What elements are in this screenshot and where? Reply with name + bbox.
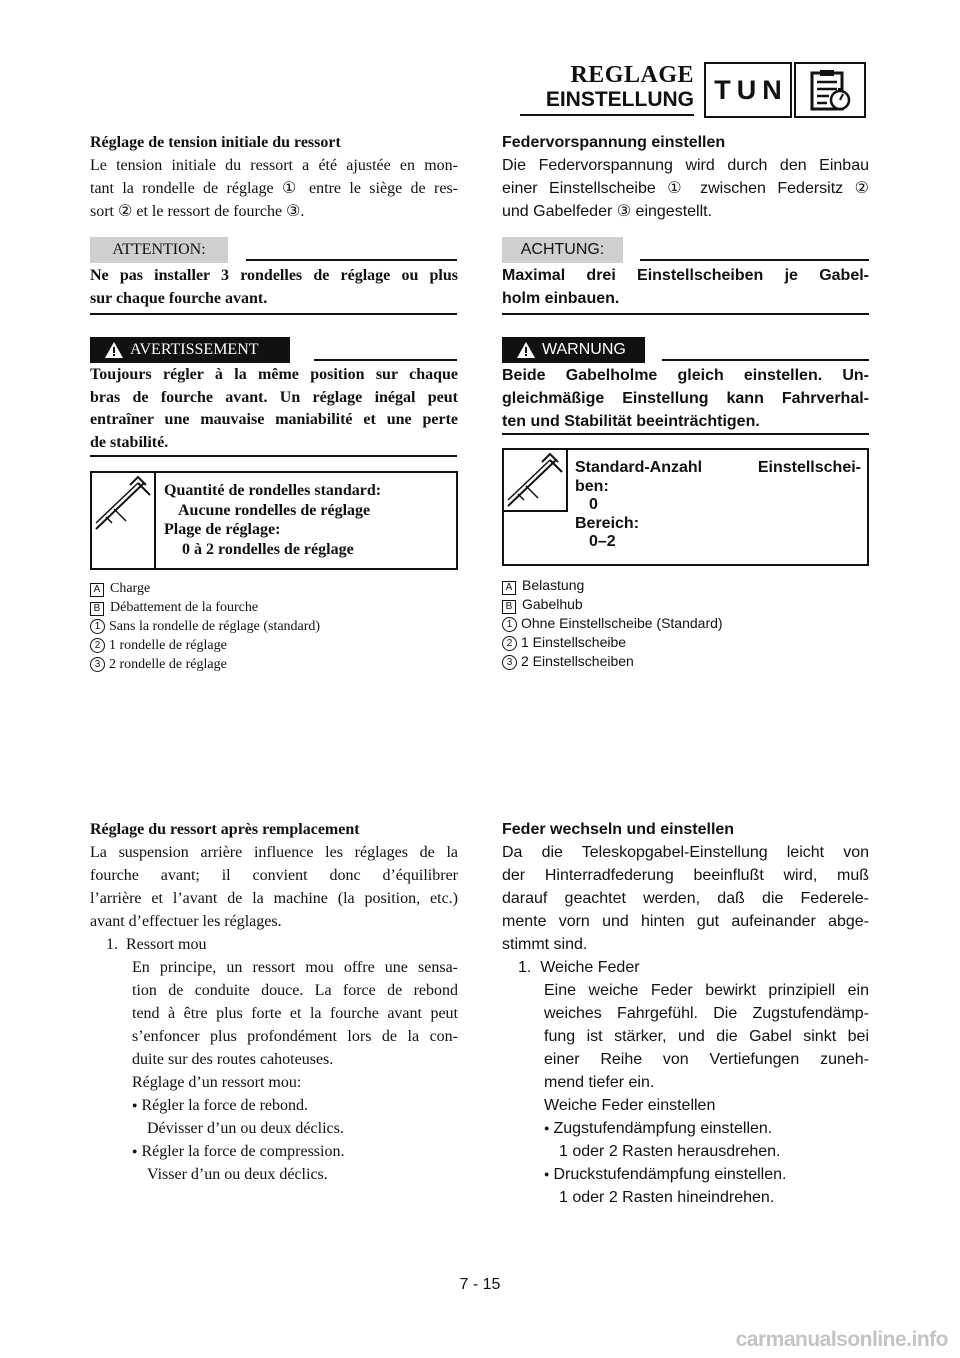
- fr-item1-line: tend à être plus forte et la fourche avant peut: [132, 1005, 458, 1022]
- fr-attention-text: [90, 264, 458, 310]
- de-s1-line: einer Einstellscheibe ① zwischen Federsitz ②: [502, 180, 869, 197]
- de-s2-title: Feder wechseln und einstellen: [502, 821, 735, 838]
- de-legend: [502, 577, 723, 672]
- de-attention-rule: [640, 259, 869, 261]
- fr-warning-rule: [314, 359, 457, 361]
- fr-warning-line: de stabilité.: [90, 433, 169, 451]
- de-bullet-sub: 1 oder 2 Rasten herausdrehen.: [559, 1143, 781, 1160]
- fr-spec-box: [90, 471, 458, 570]
- clipboard-stopwatch-icon: [794, 62, 866, 118]
- fr-warning-label-text: AVERTISSEMENT: [130, 341, 259, 358]
- page-number: 7 - 15: [459, 1276, 501, 1293]
- de-attention-text: [502, 264, 869, 310]
- fr-s2-line: avant d’effectuer les réglages.: [90, 913, 282, 930]
- de-s1-line: und Gabelfeder ③ eingestellt.: [502, 203, 713, 220]
- de-item1-line: fung ist stärker, und die Gabel sinkt bei: [544, 1028, 869, 1045]
- fr-section-spring: [90, 818, 458, 1186]
- fr-item1: 1. Ressort mou: [106, 936, 207, 953]
- de-s2-line: Da die Teleskopgabel-Einstellung leicht von: [502, 844, 869, 861]
- warning-triangle-icon: [104, 341, 124, 359]
- legend-item: 3 2 rondelle de réglage: [90, 657, 320, 676]
- fr-warning-bottom-rule: [90, 455, 457, 457]
- de-spec-line: Standard-Anzahl: [575, 459, 703, 476]
- de-spec-line: ben:: [575, 477, 609, 495]
- fr-warning-text: [90, 364, 458, 454]
- de-s2-line: darauf geachtet werden, daß die Federele-: [502, 890, 869, 907]
- de-bullet-sub: 1 oder 2 Rasten hineindrehen.: [559, 1189, 775, 1206]
- fr-item1-line: tion de conduite douce. La force de rebond: [132, 982, 458, 999]
- legend-item: 2 1 rondelle de réglage: [90, 638, 320, 657]
- legend-item: 3 2 Einstellscheiben: [502, 653, 723, 672]
- fr-s1-line: Le tension initiale du ressort a été ajustée en mon-: [90, 157, 458, 174]
- de-warning-text: [502, 364, 869, 433]
- fr-spec-line: Quantité de rondelles standard:: [164, 482, 382, 499]
- fr-warning-line: entraîner une mauvaise maniabilité et une perte: [90, 411, 458, 428]
- de-section-preload: [502, 131, 869, 223]
- fr-spec-line: 0 à 2 rondelles de réglage: [182, 540, 354, 558]
- header-rule: [520, 114, 694, 116]
- de-bullet: ● Druckstufendämpfung einstellen.: [544, 1163, 869, 1186]
- fr-s1-line: tant la rondelle de réglage ① entre le siège de res-: [90, 180, 458, 197]
- de-attention-line: holm einbauen.: [502, 290, 620, 307]
- fr-attention-rule: [246, 259, 457, 261]
- de-attention-bottom-rule: [502, 313, 869, 315]
- header-title-fr: REGLAGE: [570, 62, 694, 88]
- de-item1-line: weiches Fahrgefühl. Die Zugstufendämp-: [544, 1005, 869, 1022]
- fr-bullet-sub: Dévisser d’un ou deux déclics.: [147, 1120, 344, 1137]
- fr-bullet-sub: Visser d’un ou deux déclics.: [147, 1166, 328, 1183]
- fr-legend: [90, 581, 320, 676]
- de-warning-line: Beide Gabelholme gleich einstellen. Un-: [502, 367, 869, 384]
- legend-item: 1 Sans la rondelle de réglage (standard): [90, 619, 320, 638]
- watermark: carmanualsonline.info: [735, 1328, 948, 1351]
- fr-attention-line: Ne pas installer 3 rondelles de réglage ou plus: [90, 267, 458, 284]
- de-item1: 1. Weiche Feder: [518, 959, 640, 976]
- fr-spec-line: Aucune rondelles de réglage: [178, 501, 371, 519]
- legend-item: A Belastung: [502, 577, 723, 596]
- section-code-badge: TUN: [704, 62, 792, 118]
- fr-s1-line: sort ② et le ressort de fourche ③.: [90, 203, 305, 220]
- de-attention-line: Maximal drei Einstellscheiben je Gabel-: [502, 267, 869, 284]
- fr-warning-label: [90, 337, 290, 363]
- fr-warning-line: bras de fourche avant. Un réglage inégal peut: [90, 388, 458, 406]
- caliper-icon: [92, 473, 156, 568]
- legend-item: B Débattement de la fourche: [90, 600, 320, 619]
- de-s1-title: Federvorspannung einstellen: [502, 134, 726, 151]
- de-bullet: ● Zugstufendämpfung einstellen.: [544, 1117, 869, 1140]
- fr-item1-line: En principe, un ressort mou offre une sensa-: [132, 959, 458, 976]
- de-s1-line: Die Federvorspannung wird durch den Einbau: [502, 157, 869, 174]
- de-s2-line: der Hinterradfederung beeinflußt wird, muß: [502, 867, 869, 884]
- fr-bullet: ● Régler la force de compression.: [132, 1140, 458, 1163]
- de-spec-line: 0–2: [589, 533, 616, 550]
- de-attention-label: ACHTUNG:: [502, 237, 623, 263]
- de-warning-rule: [662, 359, 869, 361]
- fr-warning-line: Toujours régler à la même position sur chaque: [90, 366, 458, 383]
- fr-bullet: ● Régler la force de rebond.: [132, 1094, 458, 1117]
- fr-s2-line: La suspension arrière influence les réglages de la: [90, 844, 458, 861]
- fr-s1-title: Réglage de tension initiale du ressort: [90, 134, 341, 151]
- de-spec-line: Einstellschei-: [757, 459, 861, 476]
- de-item1-sub: Weiche Feder einstellen: [544, 1097, 716, 1114]
- de-item1-line: mend tiefer ein.: [544, 1074, 655, 1091]
- fr-section-preload: [90, 131, 458, 223]
- header-title-de: EINSTELLUNG: [545, 88, 694, 111]
- fr-item1-line: s’enfoncer plus profondément lors de la con-: [132, 1028, 458, 1045]
- legend-item: 2 1 Einstellscheibe: [502, 634, 723, 653]
- legend-item: A Charge: [90, 581, 320, 600]
- de-s2-line: stimmt sind.: [502, 936, 588, 953]
- de-warning-label: [502, 337, 645, 363]
- fr-attention-label: ATTENTION:: [90, 237, 228, 263]
- fr-s2-title: Réglage du ressort après remplacement: [90, 821, 360, 838]
- de-item1-line: Eine weiche Feder bewirkt prinzipiell ein: [544, 982, 869, 999]
- de-section-spring: [502, 818, 869, 1209]
- legend-item: 1 Ohne Einstellscheibe (Standard): [502, 615, 723, 634]
- de-spec-box: [502, 448, 869, 566]
- fr-attention-line: sur chaque fourche avant.: [90, 290, 268, 307]
- warning-triangle-icon: [516, 341, 536, 359]
- fr-attention-bottom-rule: [90, 313, 457, 315]
- fr-spec-line: Plage de réglage:: [164, 521, 281, 538]
- de-spec-line: 0: [589, 496, 598, 513]
- de-warning-line: ten und Stabilität beeinträchtigen.: [502, 413, 760, 430]
- fr-s2-line: fourche avant; il convient donc d’équilibrer: [90, 867, 458, 884]
- fr-s2-line: l’arrière et l’avant de la machine (la position, etc.): [90, 890, 458, 907]
- legend-item: B Gabelhub: [502, 596, 723, 615]
- fr-item1-line: duite sur des routes cahoteuses.: [132, 1051, 334, 1068]
- de-item1-line: einer Reihe von Vertiefungen zuneh-: [544, 1051, 869, 1068]
- caliper-icon: [504, 450, 568, 512]
- de-warning-label-text: WARNUNG: [542, 341, 626, 358]
- fr-item1-sub: Réglage d’un ressort mou:: [132, 1074, 302, 1091]
- de-warning-bottom-rule: [502, 433, 869, 435]
- de-spec-line: Bereich:: [575, 514, 640, 532]
- de-warning-line: gleichmäßige Einstellung kann Fahrverhal-: [502, 390, 869, 407]
- de-s2-line: mente vorn und hinten gut aufeinander abge-: [502, 913, 869, 930]
